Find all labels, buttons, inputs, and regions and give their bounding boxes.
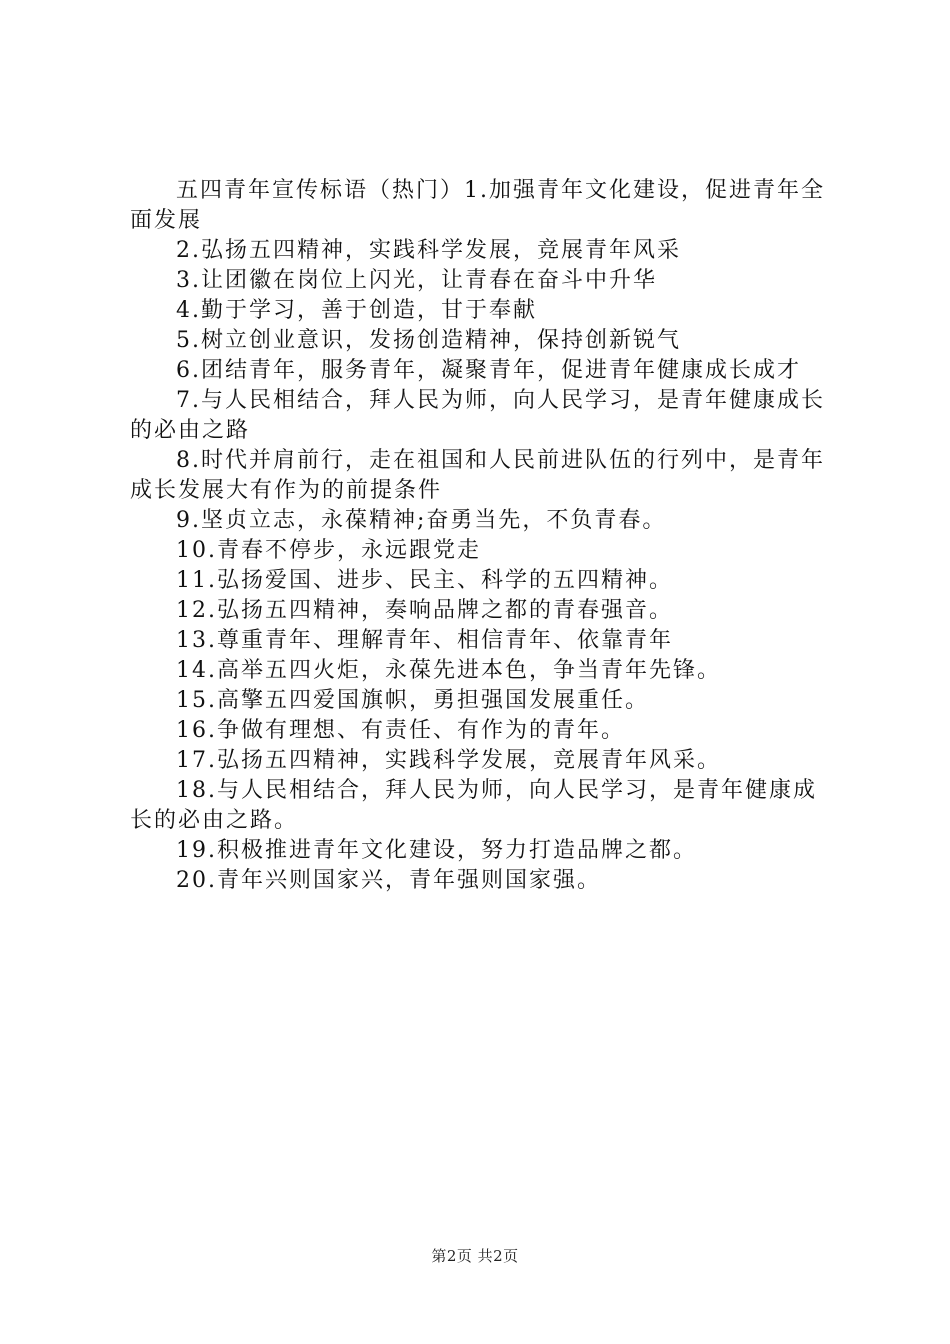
paragraph: 14.高举五四火炬，永葆先进本色，争当青年先锋。	[176, 658, 721, 683]
paragraph: 12.弘扬五四精神，奏响品牌之都的青春强音。	[176, 598, 673, 623]
paragraph: 18.与人民相结合，拜人民为师，向人民学习，是青年健康成长的必由之路。	[130, 778, 817, 833]
paragraph: 11.弘扬爱国、进步、民主、科学的五四精神。	[176, 568, 673, 593]
paragraph: 8.时代并肩前行，走在祖国和人民前进队伍的行列中，是青年成长发展大有作为的前提条件	[130, 448, 825, 503]
paragraph: 五四青年宣传标语（热门）1.加强青年文化建设，促进青年全面发展	[130, 178, 825, 233]
paragraph: 16.争做有理想、有责任、有作为的青年。	[176, 718, 625, 743]
paragraph: 2.弘扬五四精神，实践科学发展，竞展青年风采	[176, 238, 681, 263]
paragraph: 5.树立创业意识，发扬创造精神，保持创新锐气	[176, 328, 681, 353]
paragraph: 13.尊重青年、理解青年、相信青年、依靠青年	[176, 628, 673, 653]
paragraph: 6.团结青年，服务青年，凝聚青年，促进青年健康成长成才	[176, 358, 801, 383]
page-footer: 第2页 共2页	[431, 1247, 519, 1265]
paragraph: 9.坚贞立志，永葆精神;奋勇当先，不负青春。	[176, 508, 667, 533]
paragraph: 3.让团徽在岗位上闪光，让青春在奋斗中升华	[176, 268, 657, 293]
paragraph: 19.积极推进青年文化建设，努力打造品牌之都。	[176, 838, 697, 863]
paragraph: 7.与人民相结合，拜人民为师，向人民学习，是青年健康成长的必由之路	[130, 388, 825, 443]
paragraph: 17.弘扬五四精神，实践科学发展，竞展青年风采。	[176, 748, 721, 773]
paragraph: 15.高擎五四爱国旗帜，勇担强国发展重任。	[176, 688, 649, 713]
paragraph: 10.青春不停步，永远跟党走	[176, 538, 481, 563]
paragraph: 20.青年兴则国家兴，青年强则国家强。	[176, 868, 601, 893]
document-body	[130, 176, 830, 896]
paragraph: 4.勤于学习，善于创造，甘于奉献	[176, 298, 537, 323]
